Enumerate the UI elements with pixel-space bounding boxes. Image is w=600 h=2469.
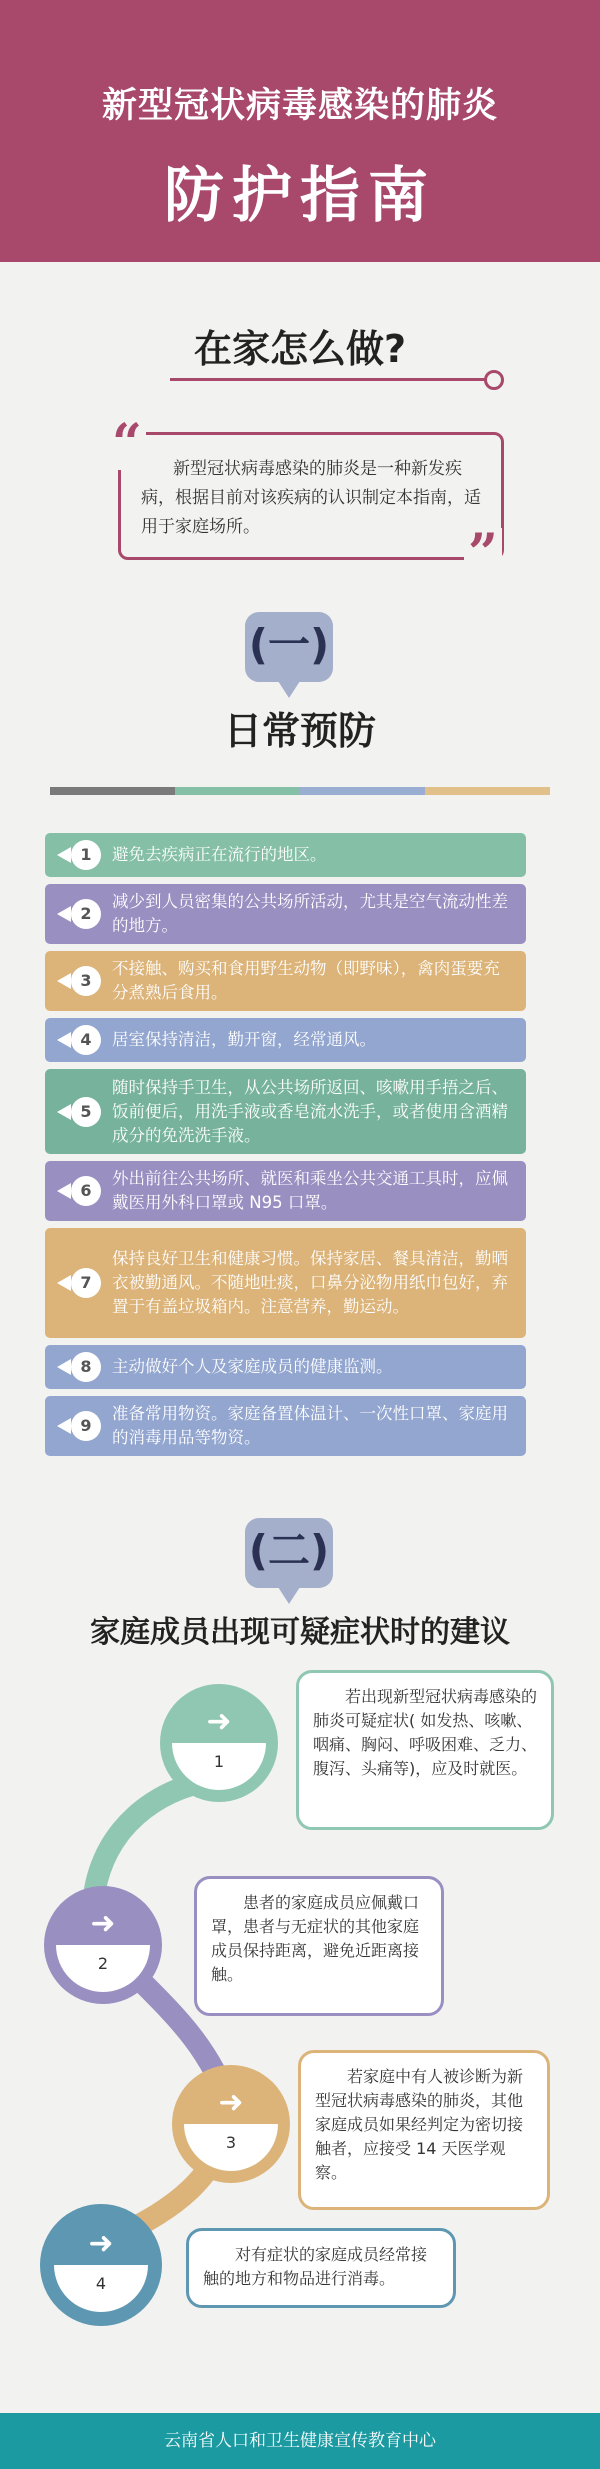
prevention-item (45, 1018, 526, 1062)
section2-title: 家庭成员出现可疑症状时的建议 (90, 1615, 510, 1650)
section1-badge (245, 612, 333, 682)
step-card (296, 1670, 554, 1830)
arrow-right-icon: ➜ (218, 2085, 244, 2120)
prevention-item (45, 833, 526, 877)
prevention-item (45, 884, 526, 944)
item-text: 准备常用物资。家庭备置体温计、一次性口罩、家庭用的消毒用品等物资。 (112, 1404, 508, 1447)
item-number: 5 (71, 1097, 101, 1127)
item-text: 保持良好卫生和健康习惯。保持家居、餐具清洁，勤晒衣被勤通风。不随地吐痰，口鼻分泌物用纸巾包好，弃置于有盖垃圾箱内。注意营养，勤运动。 (112, 1249, 508, 1316)
prevention-item (45, 1228, 526, 1338)
title-line-2: 防护指南 (164, 161, 436, 231)
step-text: 若出现新型冠状病毒感染的肺炎可疑症状( 如发热、咳嗽、咽痛、胸闷、呼吸困难、乏力、腹泻、头痛等)，应及时就医。 (313, 1687, 538, 1778)
section1-badge-label: (一) (248, 620, 330, 669)
step-card (186, 2228, 456, 2308)
bar-segment (175, 787, 300, 795)
item-number: 3 (71, 966, 101, 996)
prevention-item (45, 1161, 526, 1221)
subheading-dot (484, 370, 504, 390)
item-text: 居室保持清洁，勤开窗，经常通风。 (112, 1030, 376, 1049)
title-line-1: 新型冠状病毒感染的肺炎 (101, 86, 498, 126)
bar-segment (300, 787, 425, 795)
section2-badge (245, 1518, 333, 1588)
arrow-right-icon: ➜ (90, 1906, 116, 1941)
bar-segment (425, 787, 550, 795)
page-subheading: 在家怎么做? (193, 327, 407, 371)
footer-organization: 云南省人口和卫生健康宣传教育中心 (0, 2413, 600, 2469)
item-number: 4 (71, 1025, 101, 1055)
prevention-item (45, 1069, 526, 1154)
item-number: 8 (71, 1352, 101, 1382)
section1-title: 日常预防 (223, 709, 376, 753)
intro-text: 新型冠状病毒感染的肺炎是一种新发疾病，根据目前对该疾病的认识制定本指南，适用于家庭场所。 (141, 459, 481, 537)
step-node (184, 2077, 278, 2171)
prevention-item (45, 1345, 526, 1389)
item-number: 9 (71, 1411, 101, 1441)
step-card (194, 1876, 444, 2016)
item-text: 不接触、购买和食用野生动物（即野味），禽肉蛋要充分煮熟后食用。 (112, 959, 500, 1002)
item-text: 外出前往公共场所、就医和乘坐公共交通工具时，应佩戴医用外科口罩或 N95 口罩。 (112, 1169, 508, 1212)
prevention-item (45, 951, 526, 1011)
item-number: 7 (71, 1268, 101, 1298)
step-node (56, 1898, 150, 1992)
subheading-underline (170, 378, 488, 381)
step-number: 2 (97, 1954, 109, 1973)
close-quote-icon: ” (464, 528, 502, 580)
section1-color-bar (50, 787, 550, 795)
intro-quote-box (118, 432, 504, 560)
step-text: 对有症状的家庭成员经常接触的地方和物品进行消毒。 (203, 2245, 428, 2288)
item-number: 2 (71, 899, 101, 929)
arrow-right-icon: ➜ (88, 2226, 114, 2261)
step-number: 1 (213, 1752, 225, 1771)
step-text: 若家庭中有人被诊断为新型冠状病毒感染的肺炎，其他家庭成员如果经判定为密切接触者，应接受 14 天医学观察。 (315, 2067, 524, 2182)
section2-badge-label: (二) (248, 1526, 330, 1575)
arrow-right-icon: ➜ (206, 1704, 232, 1739)
header-banner (0, 0, 600, 262)
item-text: 避免去疾病正在流行的地区。 (112, 845, 327, 864)
prevention-item (45, 1396, 526, 1456)
open-quote-icon: “ (108, 418, 146, 470)
item-number: 1 (71, 840, 101, 870)
step-node (172, 1696, 266, 1790)
item-text: 主动做好个人及家庭成员的健康监测。 (112, 1357, 393, 1376)
step-text: 患者的家庭成员应佩戴口罩，患者与无症状的其他家庭成员保持距离，避免近距离接触。 (211, 1893, 420, 1984)
step-card (298, 2050, 550, 2210)
item-number: 6 (71, 1176, 101, 1206)
step-number: 3 (225, 2133, 237, 2152)
item-text: 随时保持手卫生，从公共场所返回、咳嗽用手捂之后、饭前便后，用洗手液或香皂流水洗手，或者使用含酒精成分的免洗洗手液。 (112, 1077, 508, 1145)
item-text: 减少到人员密集的公共场所活动，尤其是空气流动性差的地方。 (112, 892, 508, 935)
step-number: 4 (95, 2274, 107, 2293)
bar-segment (50, 787, 175, 795)
step-node (54, 2218, 148, 2312)
